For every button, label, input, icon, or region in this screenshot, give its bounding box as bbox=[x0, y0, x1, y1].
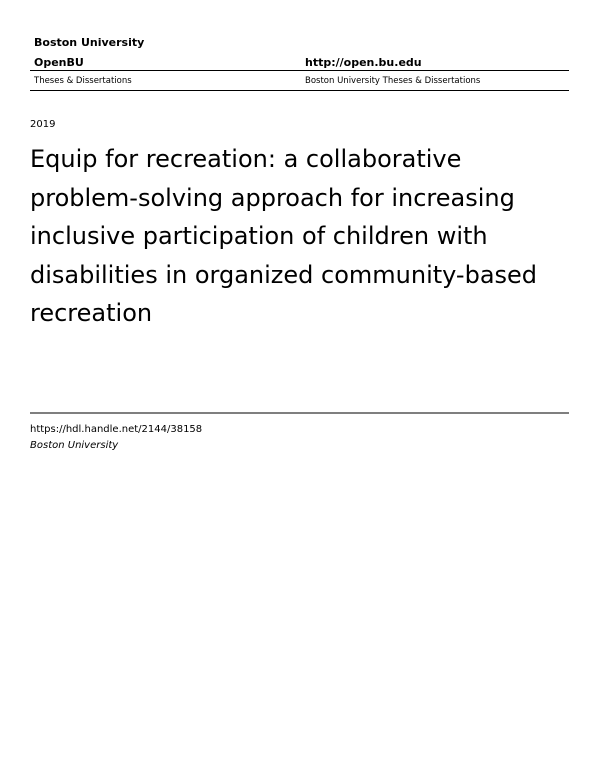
document-title: Equip for recreation: a collaborative problem-solving approach for increasing inclusive participation of children with disabilities in organized community-based recreation bbox=[30, 145, 538, 327]
collection-label: Theses & Dissertations bbox=[34, 76, 132, 86]
repository-url-link[interactable]: http://open.bu.edu bbox=[305, 56, 422, 69]
publisher-name: Boston University bbox=[30, 440, 119, 451]
handle-link[interactable]: https://hdl.handle.net/2144/38158 bbox=[30, 424, 203, 435]
institution-name: Boston University bbox=[34, 36, 145, 49]
title-divider bbox=[30, 412, 569, 414]
header-divider-top bbox=[30, 70, 569, 71]
collection-link[interactable]: Boston University Theses & Dissertations bbox=[305, 76, 481, 86]
header-divider-bottom bbox=[30, 90, 569, 91]
publication-year: 2019 bbox=[30, 119, 56, 130]
repository-name: OpenBU bbox=[34, 56, 84, 69]
